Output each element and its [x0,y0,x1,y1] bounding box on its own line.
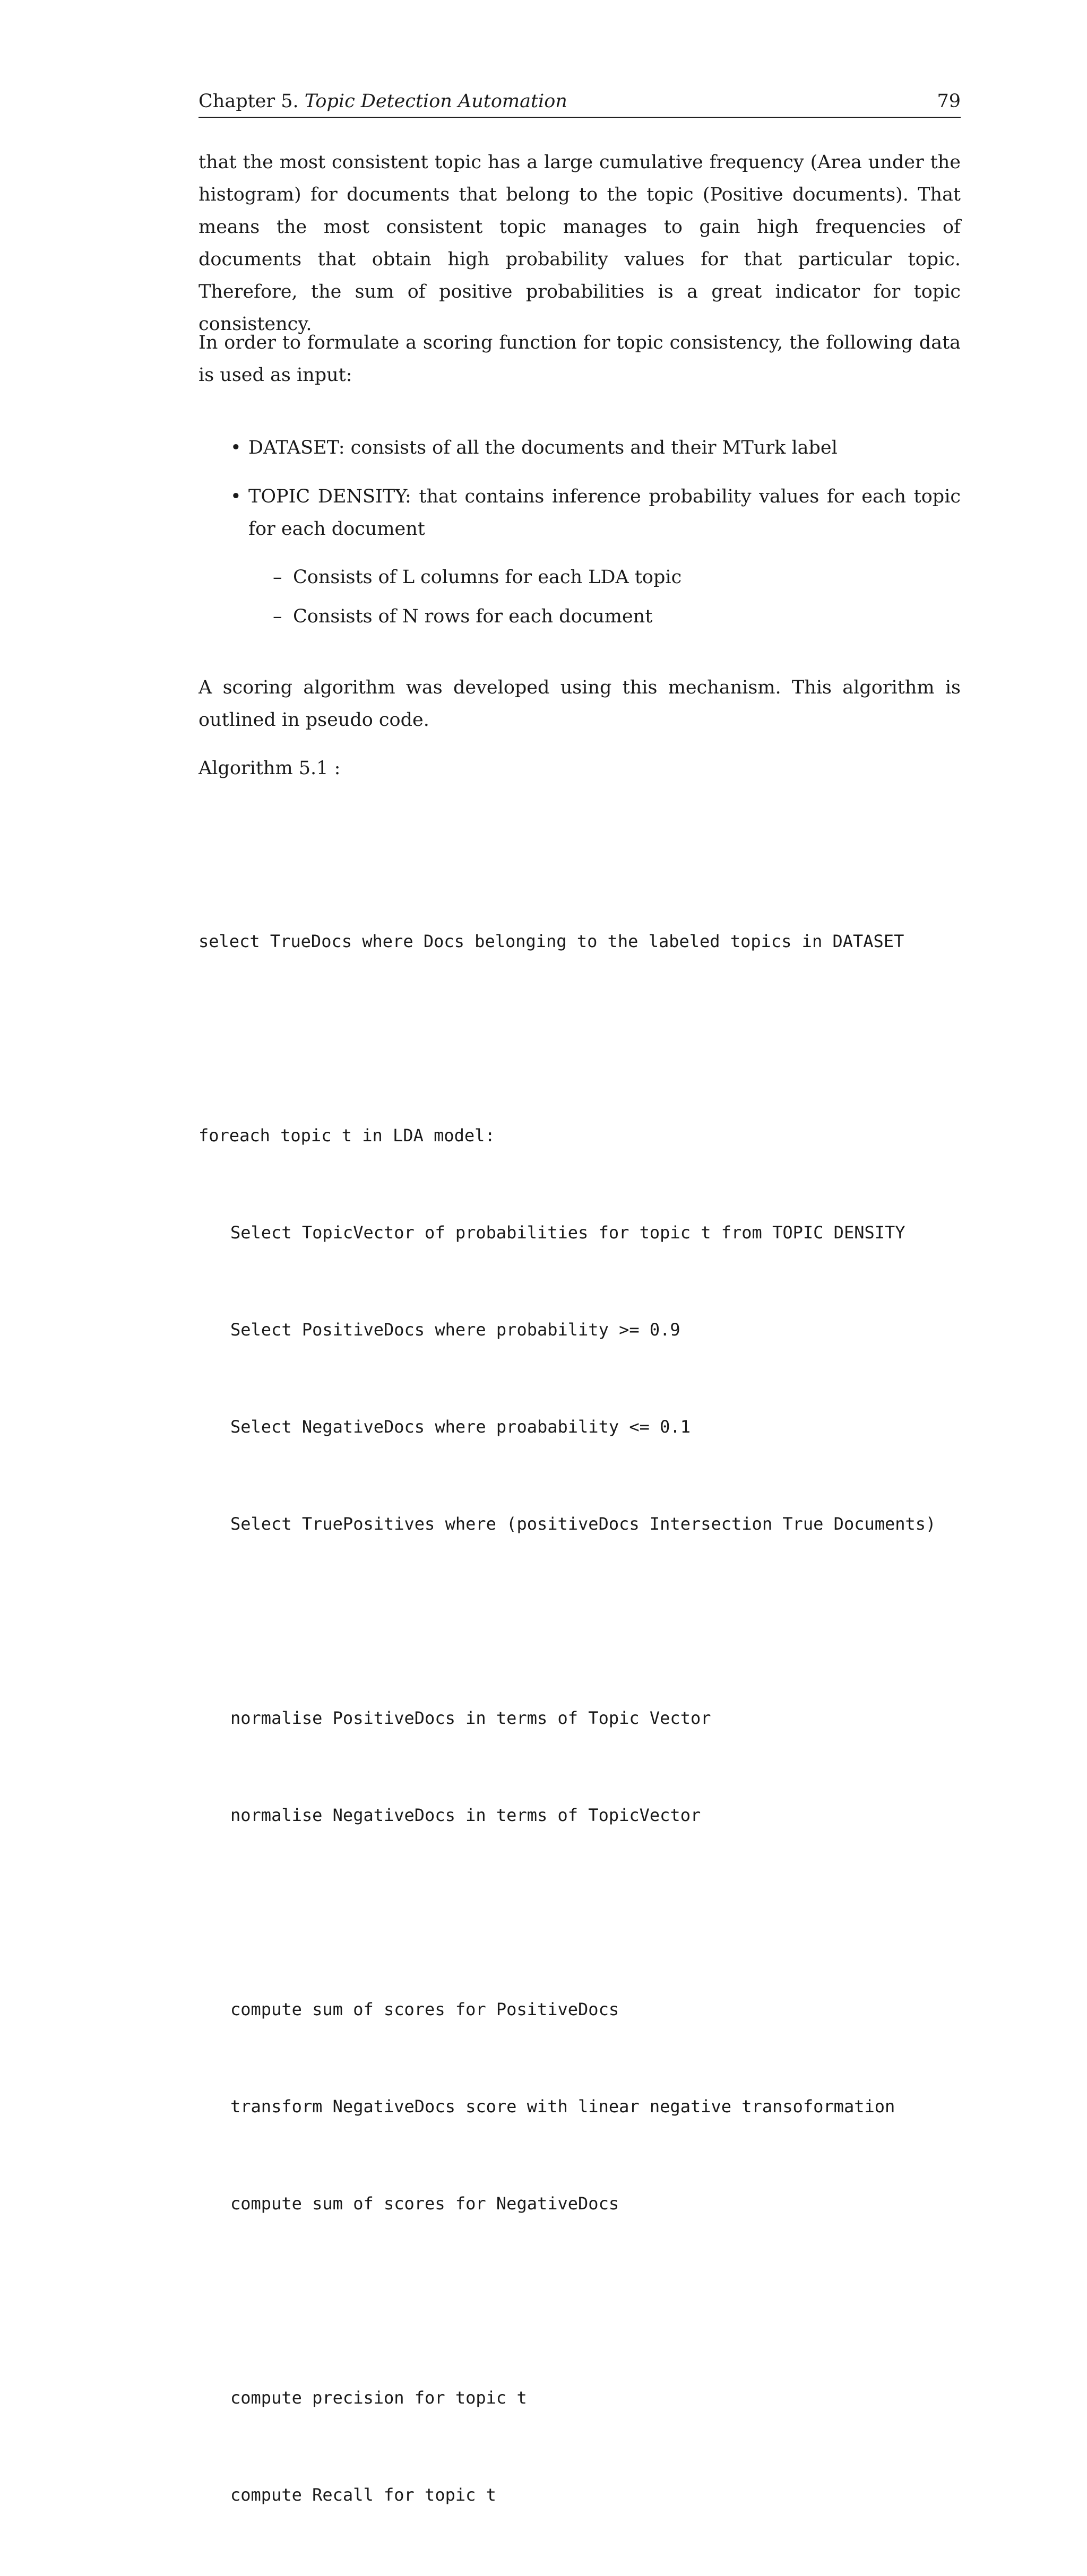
code-blank [199,1896,961,1929]
bullet-mark: • [230,486,241,507]
code-line: normalise PositiveDocs in terms of Topic Vector [230,1708,711,1728]
algorithm-label: Algorithm 5.1 : [199,758,341,779]
paragraph-scoring-algorithm: A scoring algorithm was developed using this mechanism. This algorithm is outlined in pseudo code. [199,677,961,731]
dash-mark: – [273,606,282,627]
paragraph-consistency: that the most consistent topic has a large cumulative frequency (Area under the histogram) for documents that belong to the topic (Positive documents). That means the most consistent topic manages to gain high frequencies of documents that obtain high probability values for that particular topic. Therefore, the sum of positive probabilities is a great indicator for topic consistency. [199,152,961,335]
sub-bullet-rows-text: Consists of N rows for each document [293,606,653,627]
bullet-dataset-text: DATASET: consists of all the documents and their MTurk label [248,437,838,458]
code-line: Select PositiveDocs where probability >= 0.9 [230,1320,680,1340]
code-line: compute precision for topic t [230,2388,527,2408]
code-line: compute Recall for topic t [230,2485,496,2505]
dash-mark: – [273,567,282,588]
code-blank [199,1022,961,1055]
code-line: foreach topic t in LDA model: [199,1125,495,1146]
bullet-mark: • [230,437,241,458]
code-line: normalise NegativeDocs in terms of TopicVector [230,1805,701,1825]
code-line: select TrueDocs where Docs belonging to the labeled topics in DATASET [199,931,904,951]
page-number: 79 [937,91,961,112]
bullet-dataset [230,432,961,464]
code-line: Select TopicVector of probabilities for topic t from TOPIC DENSITY [230,1222,905,1243]
sub-bullet-rows [273,601,961,633]
code-line: compute sum of scores for NegativeDocs [230,2193,619,2214]
header-chapter-number: Chapter 5. [199,91,299,112]
code-blank [199,2285,961,2317]
bullet-topic-density [230,481,961,545]
bullet-topic-density-text: TOPIC DENSITY: that contains inference probability values for each topic for each document [248,486,961,540]
header-chapter [199,89,567,114]
code-line: compute sum of scores for PositiveDocs [230,1999,619,2019]
paragraph-input-data: In order to formulate a scoring function for topic consistency, the following data is used as input: [199,332,961,386]
pseudo-code [199,861,961,2576]
running-header [199,89,961,118]
sub-bullet-columns-text: Consists of L columns for each LDA topic [293,567,682,588]
code-line: transform NegativeDocs score with linear negative transoformation [230,2096,895,2117]
code-line: Select TruePositives where (positiveDocs Intersection True Documents) [230,1514,936,1534]
header-chapter-title: Topic Detection Automation [304,91,567,112]
sub-bullet-columns [273,561,961,594]
code-blank [199,1605,961,1637]
code-line: Select NegativeDocs where proabability <= 0.1 [230,1417,691,1437]
